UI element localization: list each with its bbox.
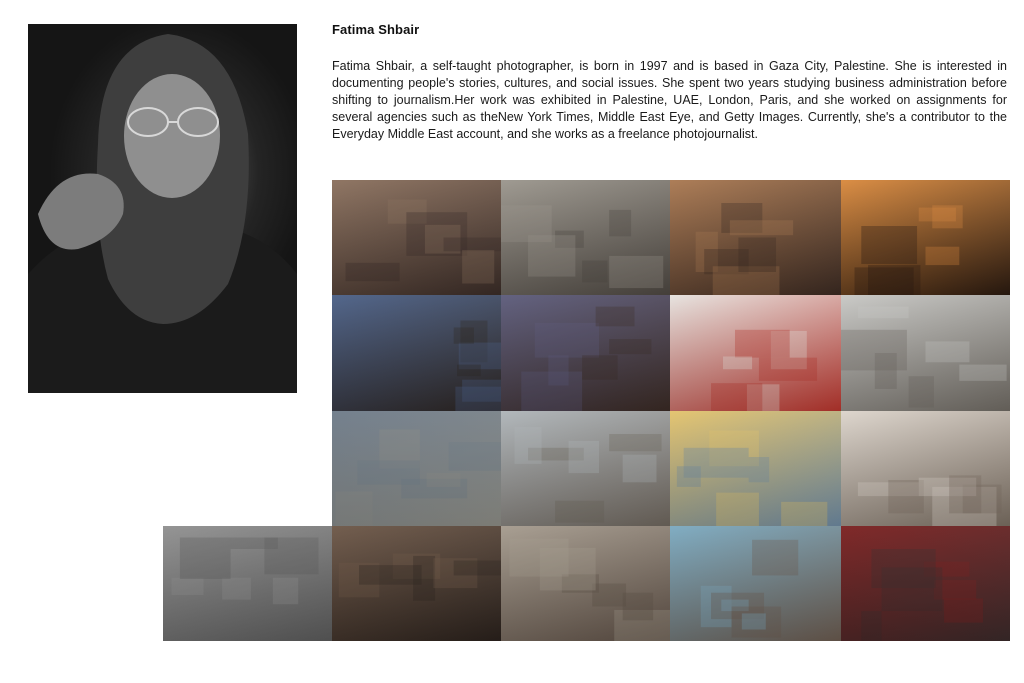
- photo-texture: [670, 411, 841, 526]
- gallery-photo: [163, 526, 332, 641]
- gallery-photo: [841, 180, 1010, 295]
- gallery-photo: [670, 295, 841, 411]
- gallery-photo: [332, 295, 501, 411]
- gallery-photo: [332, 411, 501, 526]
- photo-texture: [841, 180, 1010, 295]
- photographer-name: Fatima Shbair: [332, 22, 420, 37]
- photo-texture: [332, 295, 501, 411]
- photo-texture: [841, 295, 1010, 411]
- photo-texture: [332, 526, 501, 641]
- gallery-photo: [501, 411, 670, 526]
- photo-texture: [670, 180, 841, 295]
- gallery-photo: [670, 526, 841, 641]
- gallery-photo: [670, 411, 841, 526]
- gallery-photo: [332, 180, 501, 295]
- gallery-photo: [841, 526, 1010, 641]
- gallery-photo: [501, 526, 670, 641]
- gallery-photo: [670, 180, 841, 295]
- photo-texture: [841, 411, 1010, 526]
- gallery-photo: [332, 526, 501, 641]
- photo-texture: [501, 180, 670, 295]
- gallery-photo: [501, 295, 670, 411]
- photo-texture: [163, 526, 332, 641]
- gallery-photo: [501, 180, 670, 295]
- photo-texture: [501, 411, 670, 526]
- gallery-photo: [841, 411, 1010, 526]
- photo-texture: [670, 526, 841, 641]
- photo-texture: [841, 526, 1010, 641]
- photographer-bio: Fatima Shbair, a self-taught photographer, is born in 1997 and is based in Gaza City, Palestine. She is interested in documenting people's stories, cultures, and social issues. She spent two years studying business administration before shifting to journalism.Her work was exhibited in Palestine, UAE, London, Paris, and she worked on assignments for several agencies such as theNew York Times, Middle East Eye, and Getty Images. Currently, she's a contributor to the Everyday Middle East account, and she works as a freelance photojournalist.: [332, 59, 1007, 141]
- photo-texture: [670, 295, 841, 411]
- gallery-photo: [841, 295, 1010, 411]
- photo-texture: [332, 411, 501, 526]
- photo-texture: [501, 526, 670, 641]
- photo-texture: [501, 295, 670, 411]
- photo-texture: [332, 180, 501, 295]
